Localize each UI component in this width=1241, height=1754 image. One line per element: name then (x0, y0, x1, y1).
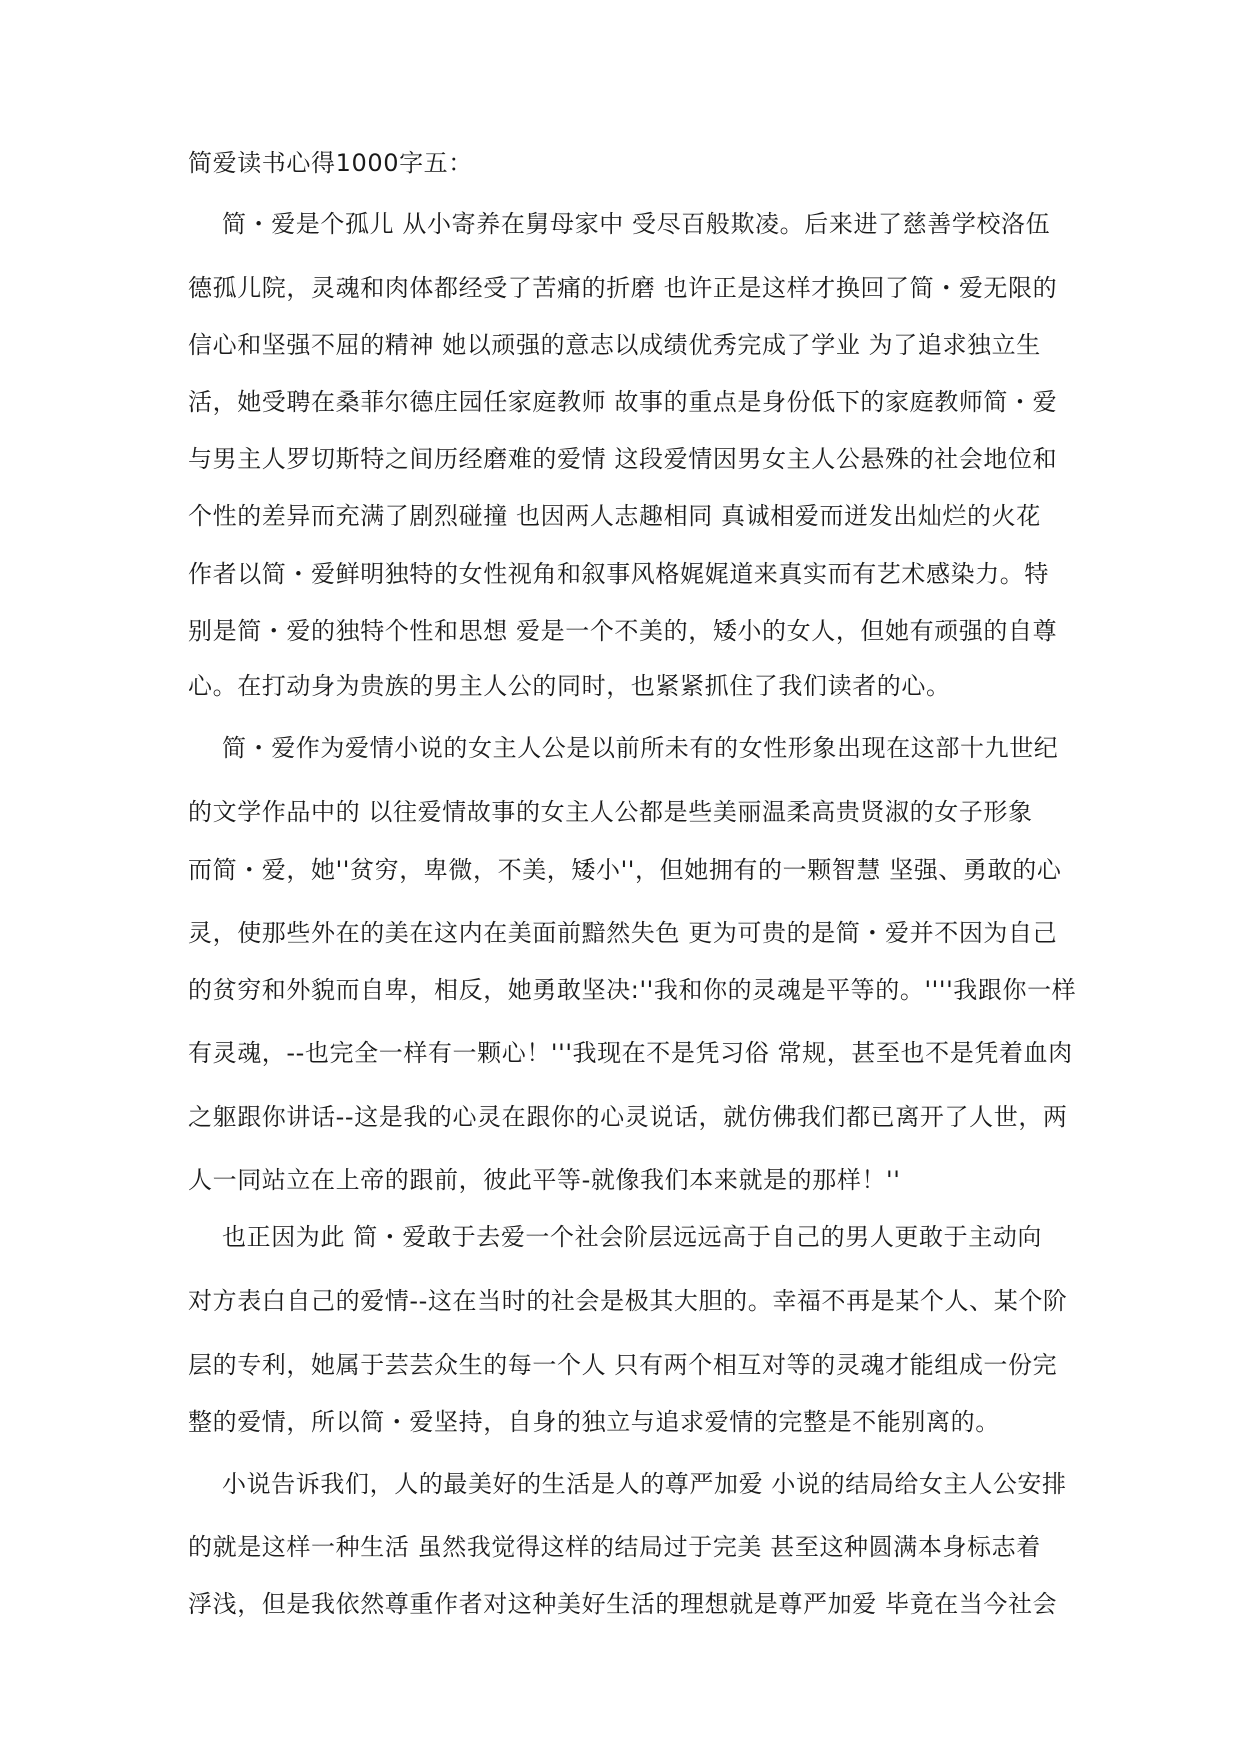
paragraph-line: 层的专利，她属于芸芸众生的每一个人 只有两个相互对等的灵魂才能组成一份完 (188, 1351, 1058, 1379)
document-title: 简爱读书心得1000字五： (188, 149, 473, 177)
paragraph-line: 心。在打动身为贵族的男主人公的同时，也紧紧抓住了我们读者的心。 (188, 672, 951, 700)
paragraph-line: 别是简・爱的独特个性和思想 爱是一个不美的，矮小的女人，但她有顽强的自尊 (188, 617, 1058, 645)
paragraph-line: 小说告诉我们，人的最美好的生活是人的尊严加爱 小说的结局给女主人公安排 (222, 1470, 1067, 1498)
paragraph-line: 简・爱是个孤儿 从小寄养在舅母家中 受尽百般欺凌。后来进了慈善学校洛伍 (222, 210, 1051, 238)
paragraph-line: 与男主人罗切斯特之间历经磨难的爱情 这段爱情因男女主人公悬殊的社会地位和 (188, 445, 1058, 473)
paragraph-line: 的就是这样一种生活 虽然我觉得这样的结局过于完美 甚至这种圆满本身标志着 (188, 1533, 1041, 1561)
paragraph-line: 浮浅，但是我依然尊重作者对这种美好生活的理想就是尊严加爱 毕竟在当今社会 (188, 1590, 1058, 1618)
paragraph-line: 人一同站立在上帝的跟前，彼此平等-就像我们本来就是的那样！'' (188, 1166, 901, 1194)
paragraph-line: 作者以简・爱鲜明独特的女性视角和叙事风格娓娓道来真实而有艺术感染力。特 (188, 560, 1049, 588)
paragraph-line: 也正因为此 简・爱敢于去爱一个社会阶层远远高于自己的男人更敢于主动向 (222, 1223, 1043, 1251)
paragraph-line: 活，她受聘在桑菲尔德庄园任家庭教师 故事的重点是身份低下的家庭教师简・爱 (188, 388, 1058, 416)
paragraph-line: 个性的差异而充满了剧烈碰撞 也因两人志趣相同 真诚相爱而迸发出灿烂的火花 (188, 502, 1041, 530)
paragraph-line: 有灵魂，--也完全一样有一颗心！'''我现在不是凭习俗 常规，甚至也不是凭着血肉 (188, 1039, 1073, 1067)
paragraph-line: 的文学作品中的 以往爱情故事的女主人公都是些美丽温柔高贵贤淑的女子形象 (188, 798, 1033, 826)
paragraph-line: 的贫穷和外貌而自卑，相反，她勇敢坚决:''我和你的灵魂是平等的。''''我跟你一样 (188, 976, 1077, 1004)
paragraph-line: 信心和坚强不屈的精神 她以顽强的意志以成绩优秀完成了学业 为了追求独立生 (188, 331, 1041, 359)
paragraph-line: 对方表白自己的爱情--这在当时的社会是极其大胆的。幸福不再是某个人、某个阶 (188, 1287, 1068, 1315)
paragraph-line: 简・爱作为爱情小说的女主人公是以前所未有的女性形象出现在这部十九世纪 (222, 734, 1059, 762)
paragraph-line: 整的爱情，所以简・爱坚持，自身的独立与追求爱情的完整是不能别离的。 (188, 1408, 1000, 1436)
paragraph-line: 而简・爱，她''贫穷，卑微，不美，矮小''，但她拥有的一颗智慧 坚强、勇敢的心 (188, 856, 1062, 884)
paragraph-line: 德孤儿院，灵魂和肉体都经受了苦痛的折磨 也许正是这样才换回了简・爱无限的 (188, 274, 1058, 302)
paragraph-line: 之躯跟你讲话--这是我的心灵在跟你的心灵说话，就仿佛我们都已离开了人世，两 (188, 1103, 1068, 1131)
paragraph-line: 灵，使那些外在的美在这内在美面前黯然失色 更为可贵的是简・爱并不因为自己 (188, 919, 1058, 947)
